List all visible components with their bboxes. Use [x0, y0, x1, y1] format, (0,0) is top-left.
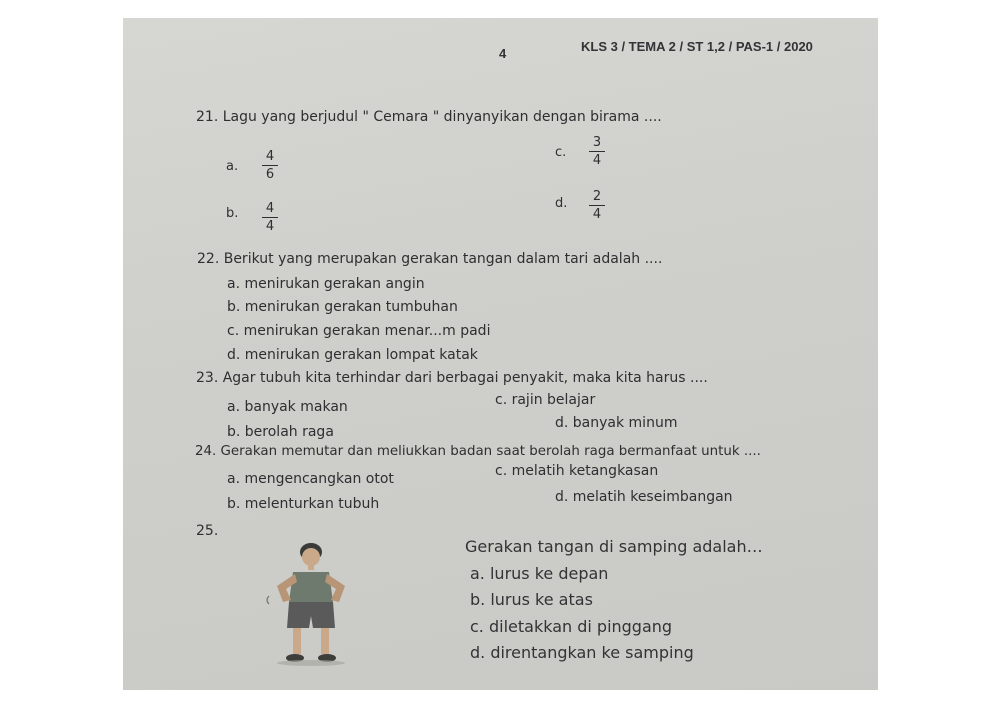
q24-option-c: c. melatih ketangkasan [495, 463, 659, 479]
q22-option-b: b. menirukan gerakan tumbuhan [227, 299, 458, 315]
q23-option-b: b. berolah raga [227, 424, 334, 440]
q21-option-b-fraction [262, 200, 278, 235]
question-25-number: 25. [196, 523, 219, 539]
q24-option-d: d. melatih keseimbangan [555, 489, 733, 505]
q22-option-d: d. menirukan gerakan lompat katak [227, 347, 478, 363]
page-number: 4 [499, 46, 507, 61]
question-23: 23. Agar tubuh kita terhindar dari berbagai penyakit, maka kita harus .... [196, 370, 708, 386]
exam-code: KLS 3 / TEMA 2 / ST 1,2 / PAS-1 / 2020 [581, 39, 813, 54]
q25-option-c: c. diletakkan di pinggang [470, 617, 673, 636]
question-21: 21. Lagu yang berjudul " Cemara " dinyanyikan dengan birama .... [196, 109, 662, 125]
q24-option-a: a. mengencangkan otot [227, 471, 394, 487]
q24-option-b: b. melenturkan tubuh [227, 496, 380, 512]
q21-b-numerator: 4 [262, 200, 278, 218]
q21-option-c-fraction [589, 134, 605, 169]
q21-option-d-label: d. [555, 196, 568, 211]
question-22: 22. Berikut yang merupakan gerakan tangan dalam tari adalah .... [197, 251, 663, 267]
q21-d-numerator: 2 [589, 188, 605, 206]
question-25: Gerakan tangan di samping adalah… [465, 537, 763, 556]
child-hands-on-hips-icon [253, 538, 363, 670]
q21-option-a-fraction [262, 148, 278, 183]
q21-b-denominator: 4 [265, 219, 275, 234]
q21-c-denominator: 4 [592, 153, 602, 168]
q22-option-a: a. menirukan gerakan angin [227, 276, 425, 292]
q23-option-d: d. banyak minum [555, 415, 678, 431]
q25-option-a: a. lurus ke depan [470, 564, 609, 583]
q21-a-numerator: 4 [262, 148, 278, 166]
question-24: 24. Gerakan memutar dan meliukkan badan saat berolah raga bermanfaat untuk .... [195, 444, 761, 459]
q25-option-d: d. direntangkan ke samping [470, 643, 694, 662]
q21-option-d-fraction [589, 188, 605, 223]
q25-option-b: b. lurus ke atas [470, 590, 593, 609]
q22-option-c: c. menirukan gerakan menar...m padi [227, 323, 491, 339]
q21-option-c-label: c. [555, 145, 567, 160]
q23-option-c: c. rajin belajar [495, 392, 596, 408]
q21-a-denominator: 6 [265, 167, 275, 182]
q21-d-denominator: 4 [592, 207, 602, 222]
q23-option-a: a. banyak makan [227, 399, 348, 415]
q21-option-b-label: b. [226, 206, 239, 221]
q21-c-numerator: 3 [589, 134, 605, 152]
worksheet-page [123, 18, 878, 690]
q21-option-a-label: a. [226, 159, 239, 174]
